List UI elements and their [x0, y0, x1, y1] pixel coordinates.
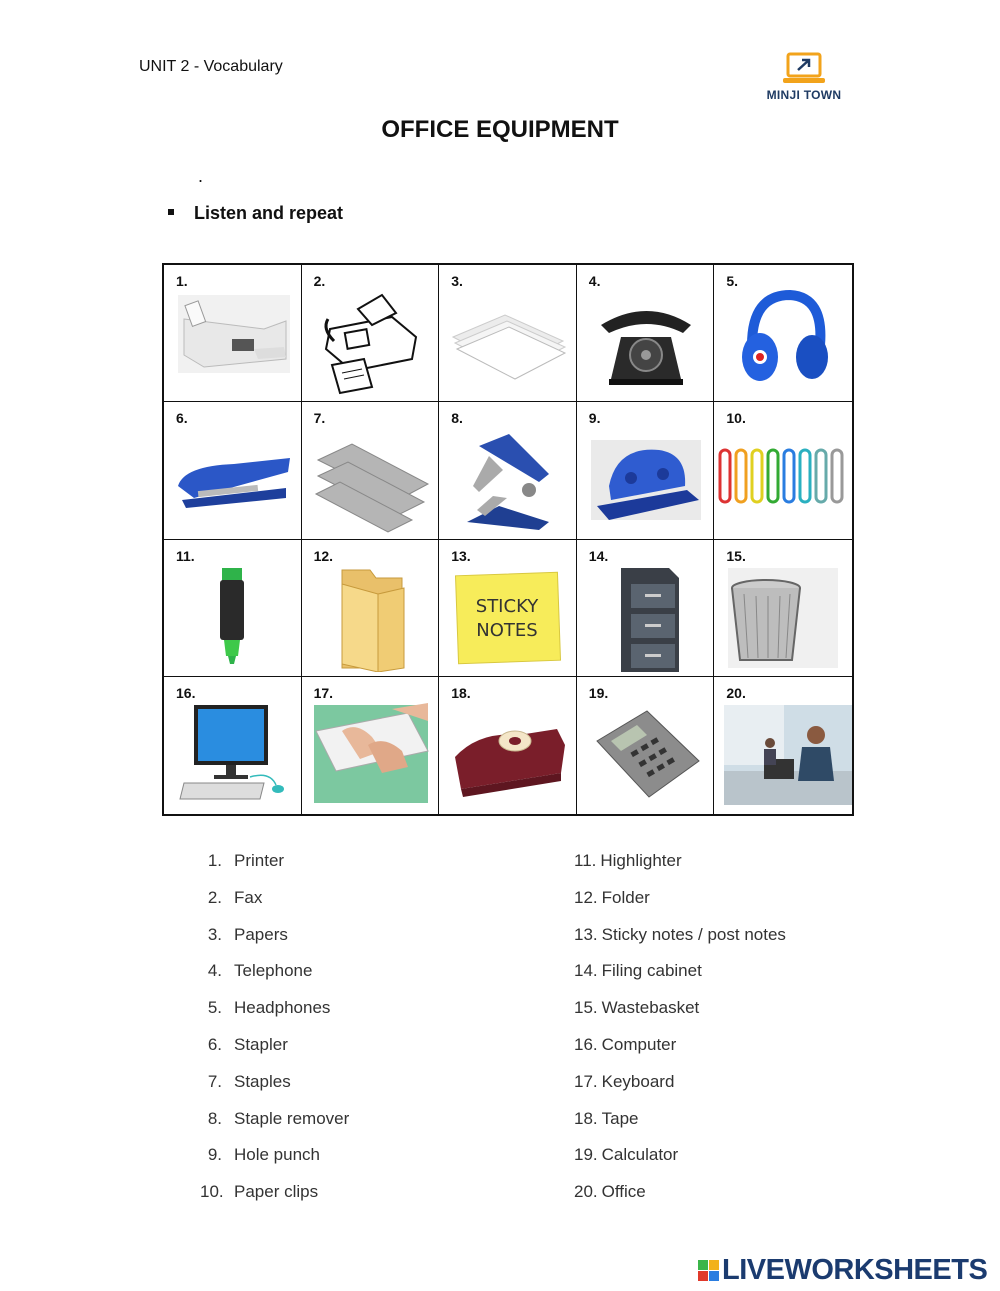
grid-cell: [439, 402, 577, 539]
list-item: [574, 1144, 786, 1181]
computer-icon: [174, 701, 292, 809]
cell-number: 15.: [726, 547, 746, 564]
instruction: [168, 203, 343, 224]
vocab-list-right: [574, 850, 786, 1218]
item-word: Computer: [601, 1034, 677, 1054]
sticky-notes-icon: [449, 564, 567, 672]
cell-number: 9.: [588, 410, 601, 427]
item-number: 15.: [574, 998, 598, 1018]
item-word: Hole punch: [234, 1145, 321, 1165]
folder-icon: [312, 564, 430, 672]
cell-number: 5.: [726, 273, 739, 289]
item-number: 11.: [574, 851, 597, 870]
laptop-logo-icon: [782, 52, 826, 86]
list-item: [574, 1181, 786, 1218]
item-number: 13.: [574, 924, 598, 944]
list-item: [574, 924, 786, 961]
item-number: 6.: [207, 1034, 222, 1054]
item-word: Tape: [601, 1108, 639, 1128]
cell-number: 8.: [451, 410, 463, 427]
calculator-icon: [587, 701, 705, 809]
cell-number: 13.: [451, 547, 471, 564]
page-title: OFFICE EQUIPMENT: [381, 116, 619, 143]
grid-cell: [577, 677, 715, 814]
sticky-text-2: NOTES: [476, 619, 538, 641]
item-number: 14.: [574, 961, 598, 981]
item-word: Staples: [234, 1071, 291, 1091]
item-word: Staple remover: [234, 1108, 350, 1128]
hole-punch-icon: [587, 426, 705, 534]
item-number: 18.: [574, 1108, 598, 1128]
list-item: [200, 1144, 349, 1181]
vocab-list-left: [200, 850, 349, 1218]
cell-number: 2.: [313, 273, 326, 289]
picture-grid: [162, 263, 854, 816]
item-word: Headphones: [234, 998, 331, 1018]
list-item: [200, 997, 349, 1034]
stapler-icon: [174, 426, 292, 534]
filing-cabinet-icon: [587, 564, 705, 672]
grid-cell: [577, 265, 715, 402]
list-item: [574, 1108, 786, 1145]
item-word: Office: [601, 1182, 646, 1202]
grid-cell: [577, 540, 715, 677]
wastebasket-icon: [724, 564, 842, 672]
grid-cell: [439, 265, 577, 402]
grid-cell: [714, 677, 852, 814]
staple-remover-icon: [449, 426, 567, 534]
grid-cell: [439, 540, 577, 677]
grid-cell: [164, 540, 302, 677]
item-word: Printer: [234, 851, 285, 870]
list-item: [574, 850, 786, 887]
item-word: Keyboard: [601, 1071, 675, 1091]
item-word: Calculator: [601, 1145, 679, 1165]
item-number: 2.: [207, 887, 222, 907]
item-number: 12.: [574, 887, 598, 907]
list-item: [200, 924, 349, 961]
stray-dot: .: [198, 166, 204, 186]
grid-cell: [577, 402, 715, 539]
sticky-text-1: STICKY: [475, 595, 539, 617]
list-item: [200, 1071, 349, 1108]
unit-label: UNIT 2 - Vocabulary: [139, 58, 283, 75]
list-item: [200, 887, 349, 924]
logo-text: MINJI TOWN: [766, 88, 842, 102]
item-word: Fax: [234, 887, 263, 907]
grid-cell: [439, 677, 577, 814]
paper-clips-icon: [716, 426, 848, 534]
item-word: Stapler: [234, 1034, 288, 1054]
grid-cell: [714, 402, 852, 539]
grid-cell: [302, 265, 440, 402]
list-item: [200, 960, 349, 997]
highlighter-icon: [174, 564, 292, 672]
list-item: [574, 997, 786, 1034]
headphones-icon: [724, 289, 842, 397]
item-number: 17.: [574, 1071, 598, 1091]
item-number: 1.: [207, 851, 222, 870]
keyboard-icon: [312, 701, 430, 809]
item-word: Wastebasket: [601, 998, 700, 1018]
instruction-text: Listen and repeat: [194, 203, 344, 223]
grid-cell: [164, 265, 302, 402]
item-number: 19.: [574, 1145, 598, 1165]
item-number: 8.: [207, 1108, 222, 1128]
fax-icon: [312, 289, 430, 397]
cell-number: 6.: [176, 410, 188, 427]
cell-number: 16.: [176, 684, 196, 701]
list-item: [574, 1034, 786, 1071]
cell-number: 1.: [176, 273, 188, 289]
cell-number: 7.: [313, 410, 326, 427]
cell-number: 18.: [451, 684, 471, 701]
telephone-icon: [587, 289, 705, 397]
item-number: 5.: [207, 998, 222, 1018]
colored-blocks-icon: [698, 1260, 719, 1281]
cell-number: 12.: [313, 547, 334, 564]
item-word: Telephone: [234, 961, 313, 981]
item-number: 10.: [200, 1182, 224, 1202]
cell-number: 14.: [588, 547, 609, 564]
list-item: [574, 960, 786, 997]
item-number: 3.: [207, 924, 222, 944]
grid-cell: [302, 540, 440, 677]
list-item: [574, 887, 786, 924]
cell-number: 4.: [588, 273, 601, 289]
item-number: 20.: [574, 1182, 598, 1202]
list-item: [200, 850, 349, 887]
list-item: [200, 1181, 349, 1218]
cell-number: 3.: [451, 273, 463, 289]
cell-number: 10.: [726, 410, 746, 427]
item-word: Folder: [601, 887, 650, 907]
staples-icon: [312, 426, 430, 534]
cell-number: 17.: [313, 684, 334, 701]
list-item: [200, 1108, 349, 1145]
bullet-icon: [168, 209, 174, 215]
item-word: Sticky notes / post notes: [601, 924, 786, 944]
grid-cell: [302, 677, 440, 814]
grid-cell: [302, 402, 440, 539]
office-icon: [724, 701, 852, 809]
grid-cell: [714, 540, 852, 677]
footer-brand: LIVEWORKSHEETS: [722, 1254, 988, 1286]
minji-town-logo: [760, 52, 848, 102]
cell-number: 20.: [726, 684, 746, 701]
item-word: Papers: [234, 924, 288, 944]
cell-number: 19.: [588, 684, 609, 701]
printer-icon: [174, 289, 292, 397]
item-word: Highlighter: [600, 851, 682, 870]
item-number: 7.: [207, 1071, 222, 1091]
grid-cell: [164, 402, 302, 539]
list-item: [200, 1034, 349, 1071]
papers-icon: [449, 289, 567, 397]
item-number: 4.: [207, 961, 222, 981]
cell-number: 11.: [176, 547, 195, 564]
item-word: Filing cabinet: [601, 961, 702, 981]
liveworksheets-logo[interactable]: [698, 1254, 987, 1287]
grid-cell: [164, 677, 302, 814]
grid-cell: [714, 265, 852, 402]
item-word: Paper clips: [234, 1182, 319, 1202]
item-number: 16.: [574, 1034, 598, 1054]
list-item: [574, 1071, 786, 1108]
tape-icon: [449, 701, 567, 809]
item-number: 9.: [207, 1145, 222, 1165]
